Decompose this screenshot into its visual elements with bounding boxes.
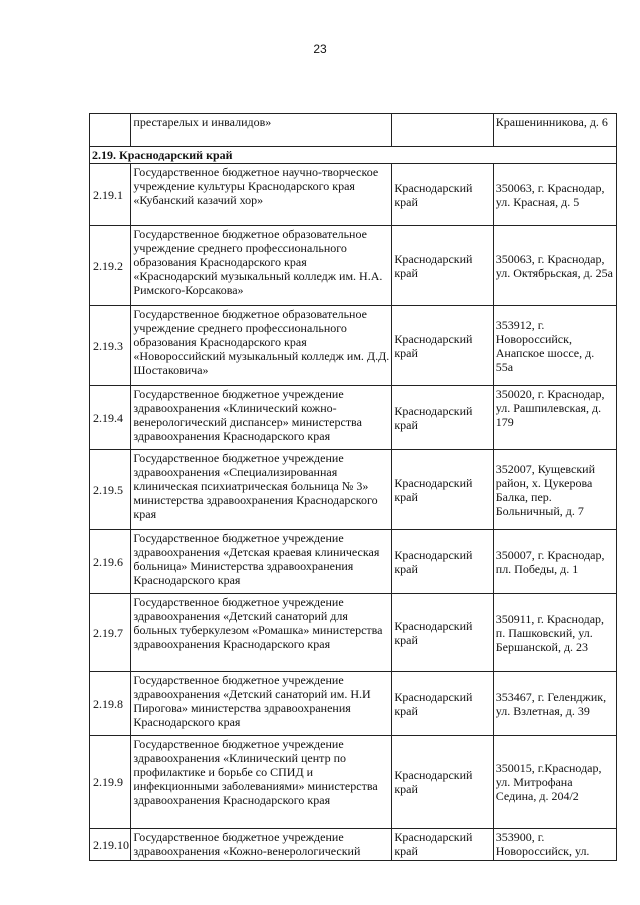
org-cell: Государственное бюджетное учреждение здравоохранения «Клинический кожно-венерологический диспансер» министерства здравоохранения Краснодарского края [131, 386, 392, 450]
row-number: 2.19.9 [90, 736, 131, 829]
row-number: 2.19.4 [90, 386, 131, 450]
table-row [90, 306, 617, 386]
table-row [90, 450, 617, 530]
table-row [90, 164, 617, 226]
section-row [90, 147, 617, 164]
table-row [90, 530, 617, 594]
table-row [90, 386, 617, 450]
address-cell: 350063, г. Краснодар, ул. Красная, д. 5 [493, 164, 616, 226]
address-cell: 350020, г. Краснодар, ул. Рашпилевская, д. 179 [493, 386, 616, 450]
address-cell: 350063, г. Краснодар, ул. Октябрьская, д. 25а [493, 226, 616, 306]
page-number: 23 [313, 42, 327, 56]
region-cell: Краснодарский край [392, 164, 493, 226]
address-cell: 352007, Кущевский район, х. Цукерова Балка, пер. Больничный, д. 7 [493, 450, 616, 530]
address-cell: 350015, г.Краснодар, ул. Митрофана Седина, д. 204/2 [493, 736, 616, 829]
org-cell: Государственное бюджетное учреждение здравоохранения «Детский санаторий для больных туберкулезом «Ромашка» министерства здравоохранения Краснодарского края [131, 594, 392, 672]
table-row [90, 672, 617, 736]
row-number: 2.19.7 [90, 594, 131, 672]
region-cell: Краснодарский край [392, 672, 493, 736]
org-cell: Государственное бюджетное учреждение здравоохранения «Детский санаторий им. Н.И Пирогова» министерства здравоохранения Краснодарского края [131, 672, 392, 736]
row-number: 2.19.5 [90, 450, 131, 530]
org-cell: Государственное бюджетное научно-творческое учреждение культуры Краснодарского края «Кубанский казачий хор» [131, 164, 392, 226]
region-cell: Краснодарский край [392, 226, 493, 306]
address-cell: 353900, г. Новороссийск, ул. [493, 829, 616, 861]
org-cell: Государственное бюджетное учреждение здравоохранения «Клинический центр по профилактике и борьбе со СПИД и инфекционными заболеваниями» министерства здравоохранения Краснодарского края [131, 736, 392, 829]
institutions-table [89, 113, 617, 861]
region-cell: Краснодарский край [392, 306, 493, 386]
continuation-row [90, 114, 617, 147]
address-cell: 350911, г. Краснодар, п. Пашковский, ул. Бершанской, д. 23 [493, 594, 616, 672]
address-cell: 353912, г. Новороссийск, Анапское шоссе, д. 55а [493, 306, 616, 386]
address-cell: 350007, г. Краснодар, пл. Победы, д. 1 [493, 530, 616, 594]
row-number: 2.19.8 [90, 672, 131, 736]
address-cell: 353467, г. Геленджик, ул. Взлетная, д. 39 [493, 672, 616, 736]
region-cell: Краснодарский край [392, 829, 493, 861]
row-number: 2.19.6 [90, 530, 131, 594]
org-cell: Государственное бюджетное учреждение здравоохранения «Детская краевая клиническая больница» Министерства здравоохранения Краснодарского края [131, 530, 392, 594]
row-number: 2.19.1 [90, 164, 131, 226]
region-cell: Краснодарский край [392, 736, 493, 829]
row-number: 2.19.2 [90, 226, 131, 306]
num-cell [90, 114, 131, 147]
org-cell: Государственное бюджетное образовательное учреждение среднего профессионального образования Краснодарского края «Краснодарский музыкальный колледж им. Н.А. Римского-Корсакова» [131, 226, 392, 306]
org-cell: Государственное бюджетное учреждение здравоохранения «Специализированная клиническая психиатрическая больница № 3» министерства здравоохранения Краснодарского края [131, 450, 392, 530]
row-number: 2.19.3 [90, 306, 131, 386]
region-cell [392, 114, 493, 147]
region-cell: Краснодарский край [392, 386, 493, 450]
section-heading: 2.19. Краснодарский край [90, 147, 617, 164]
table-row [90, 226, 617, 306]
org-cell: Государственное бюджетное учреждение здравоохранения «Кожно-венерологический [131, 829, 392, 861]
region-cell: Краснодарский край [392, 594, 493, 672]
table-row [90, 736, 617, 829]
address-cell: Крашенинникова, д. 6 [493, 114, 616, 147]
region-cell: Краснодарский край [392, 450, 493, 530]
region-cell: Краснодарский край [392, 530, 493, 594]
table-row [90, 829, 617, 861]
org-cell: престарелых и инвалидов» [131, 114, 392, 147]
row-number: 2.19.10 [90, 829, 131, 861]
org-cell: Государственное бюджетное образовательное учреждение среднего профессионального образования Краснодарского края «Новороссийский музыкальный колледж им. Д.Д. Шостаковича» [131, 306, 392, 386]
table-row [90, 594, 617, 672]
